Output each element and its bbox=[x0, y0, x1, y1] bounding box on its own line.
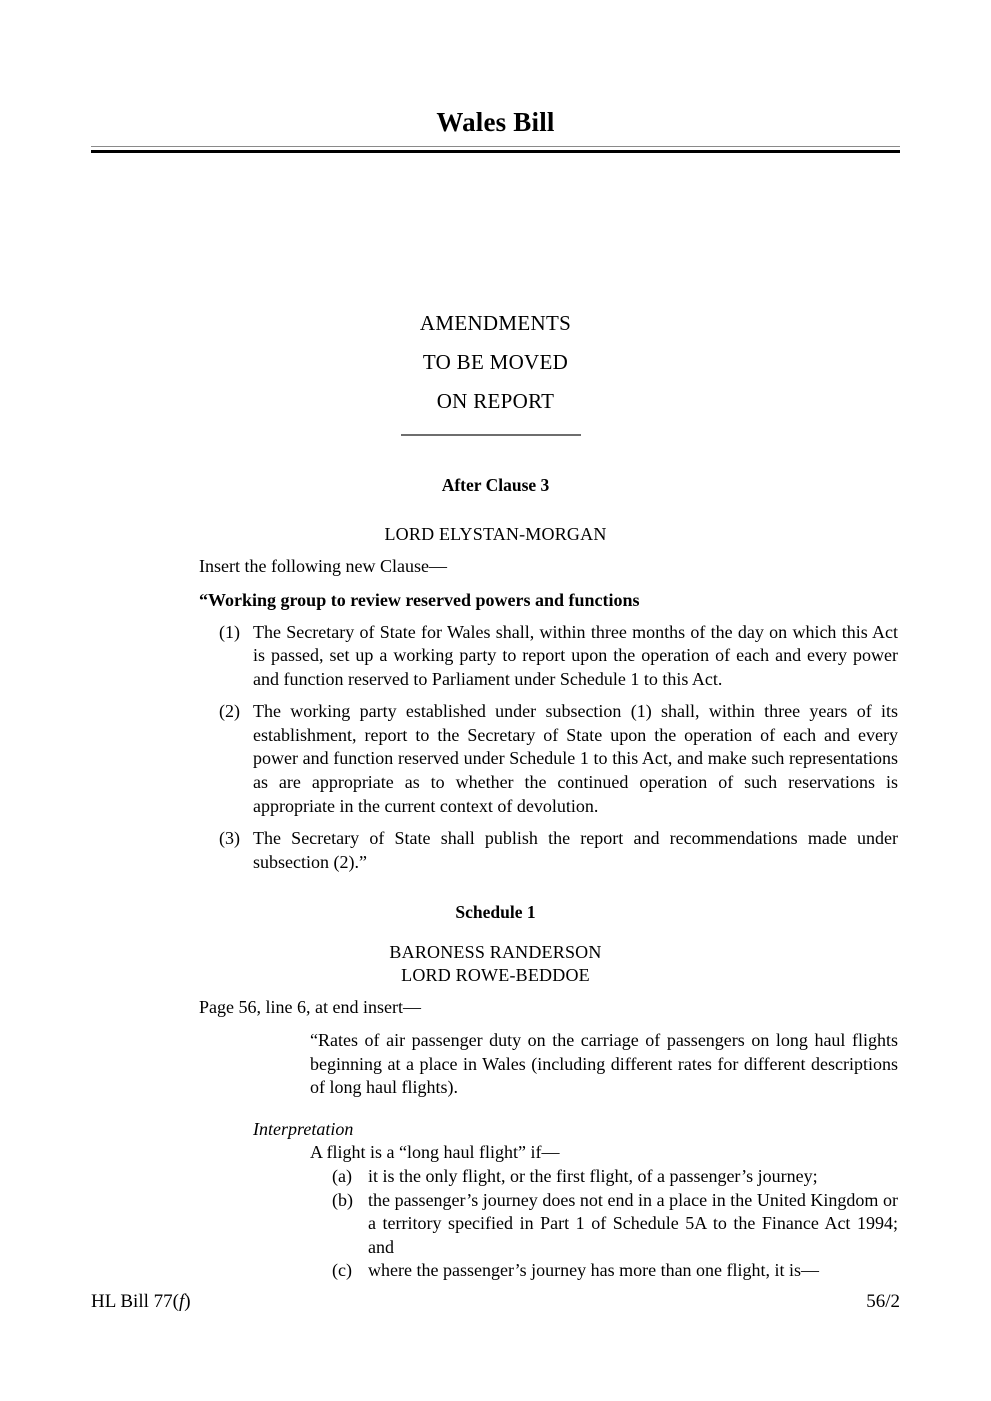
subsection-text: The working party established under subsection (1) shall, within three years of its establishment, report to the Secretary of State upon the operation of each and every power and function reserved under Schedule 1 to this Act, and make such representations as are appropriate as to whether the continued operation of such reservations is appropriate in the current context of devolution. bbox=[253, 701, 898, 816]
bill-reference-italic: f bbox=[178, 1291, 185, 1312]
spacer bbox=[0, 874, 991, 901]
amendment-heading-schedule-1: Schedule 1 bbox=[455, 902, 536, 923]
bill-reference bbox=[91, 1291, 191, 1313]
subsection-3 bbox=[219, 827, 898, 874]
caption-block bbox=[0, 304, 991, 421]
page-footer bbox=[91, 1291, 900, 1313]
sponsor-name: LORD ELYSTAN-MORGAN bbox=[384, 524, 607, 544]
bill-reference-suffix: ) bbox=[184, 1291, 191, 1312]
paragraph-text: where the passenger’s journey has more than one flight, it is— bbox=[368, 1260, 820, 1281]
sponsor-name: BARONESS RANDERSON bbox=[389, 942, 602, 963]
header-rule-thin bbox=[91, 146, 900, 147]
spacer bbox=[0, 923, 991, 941]
document-title: Wales Bill bbox=[436, 107, 555, 137]
document-body bbox=[0, 474, 991, 1283]
sponsor-name: LORD ROWE-BEDDOE bbox=[401, 965, 590, 986]
paragraph-text: the passenger’s journey does not end in a place in the United Kingdom or a territory specified in Part 1 of Schedule 5A to the Finance Act 1994; and bbox=[368, 1189, 898, 1257]
spacer bbox=[0, 1100, 991, 1118]
amendment-heading-after-clause-3: After Clause 3 bbox=[441, 475, 550, 495]
caption-divider-rule bbox=[401, 434, 581, 436]
spacer bbox=[0, 546, 991, 555]
subsection-marker: (2) bbox=[219, 701, 240, 722]
spacer bbox=[0, 1020, 991, 1029]
paragraph-text: it is the only flight, or the first flight, of a passenger’s journey; bbox=[368, 1165, 818, 1186]
spacer bbox=[0, 579, 991, 588]
spacer bbox=[0, 612, 991, 621]
subsection-marker: (3) bbox=[219, 828, 240, 849]
paragraph-a bbox=[332, 1165, 898, 1189]
caption-line-to-be-moved: TO BE MOVED bbox=[422, 350, 569, 374]
subsection-1 bbox=[219, 621, 898, 692]
interpretation-heading: Interpretation bbox=[253, 1118, 354, 1139]
amendment-instruction: Insert the following new Clause— bbox=[199, 556, 447, 576]
paragraph-b bbox=[332, 1189, 898, 1260]
spacer bbox=[0, 818, 991, 827]
subsection-text: The Secretary of State for Wales shall, within three months of the day on which this Act is passed, set up a working party to report upon the operation of each and every power and function reserved to Parliament under Schedule 1 to this Act. bbox=[253, 621, 898, 689]
bill-reference-prefix: HL Bill 77( bbox=[91, 1291, 179, 1312]
caption-line-on-report: ON REPORT bbox=[436, 389, 555, 413]
paragraph-marker: (c) bbox=[332, 1260, 352, 1281]
caption-line-amendments: AMENDMENTS bbox=[419, 311, 572, 335]
quoted-insert-text: “Rates of air passenger duty on the carriage of passengers on long haul flights beginning at a place in Wales (including different rates for different descriptions of long haul flights). bbox=[310, 1029, 898, 1098]
subsection-marker: (1) bbox=[219, 621, 240, 642]
spacer bbox=[0, 987, 991, 996]
paragraph-marker: (b) bbox=[332, 1189, 353, 1210]
spacer bbox=[0, 691, 991, 700]
header-rule-thick bbox=[91, 150, 900, 153]
subsection-2 bbox=[219, 700, 898, 818]
page-number: 56/2 bbox=[866, 1291, 900, 1312]
new-clause-title: “Working group to review reserved powers and functions bbox=[199, 589, 640, 610]
spacer bbox=[0, 496, 991, 523]
paragraph-c bbox=[332, 1259, 898, 1283]
subsection-text: The Secretary of State shall publish the report and recommendations made under subsection (2).” bbox=[253, 828, 898, 872]
paragraph-marker: (a) bbox=[332, 1165, 352, 1186]
amendment-instruction: Page 56, line 6, at end insert— bbox=[199, 997, 421, 1018]
interpretation-lead-in: A flight is a “long haul flight” if— bbox=[310, 1142, 560, 1163]
